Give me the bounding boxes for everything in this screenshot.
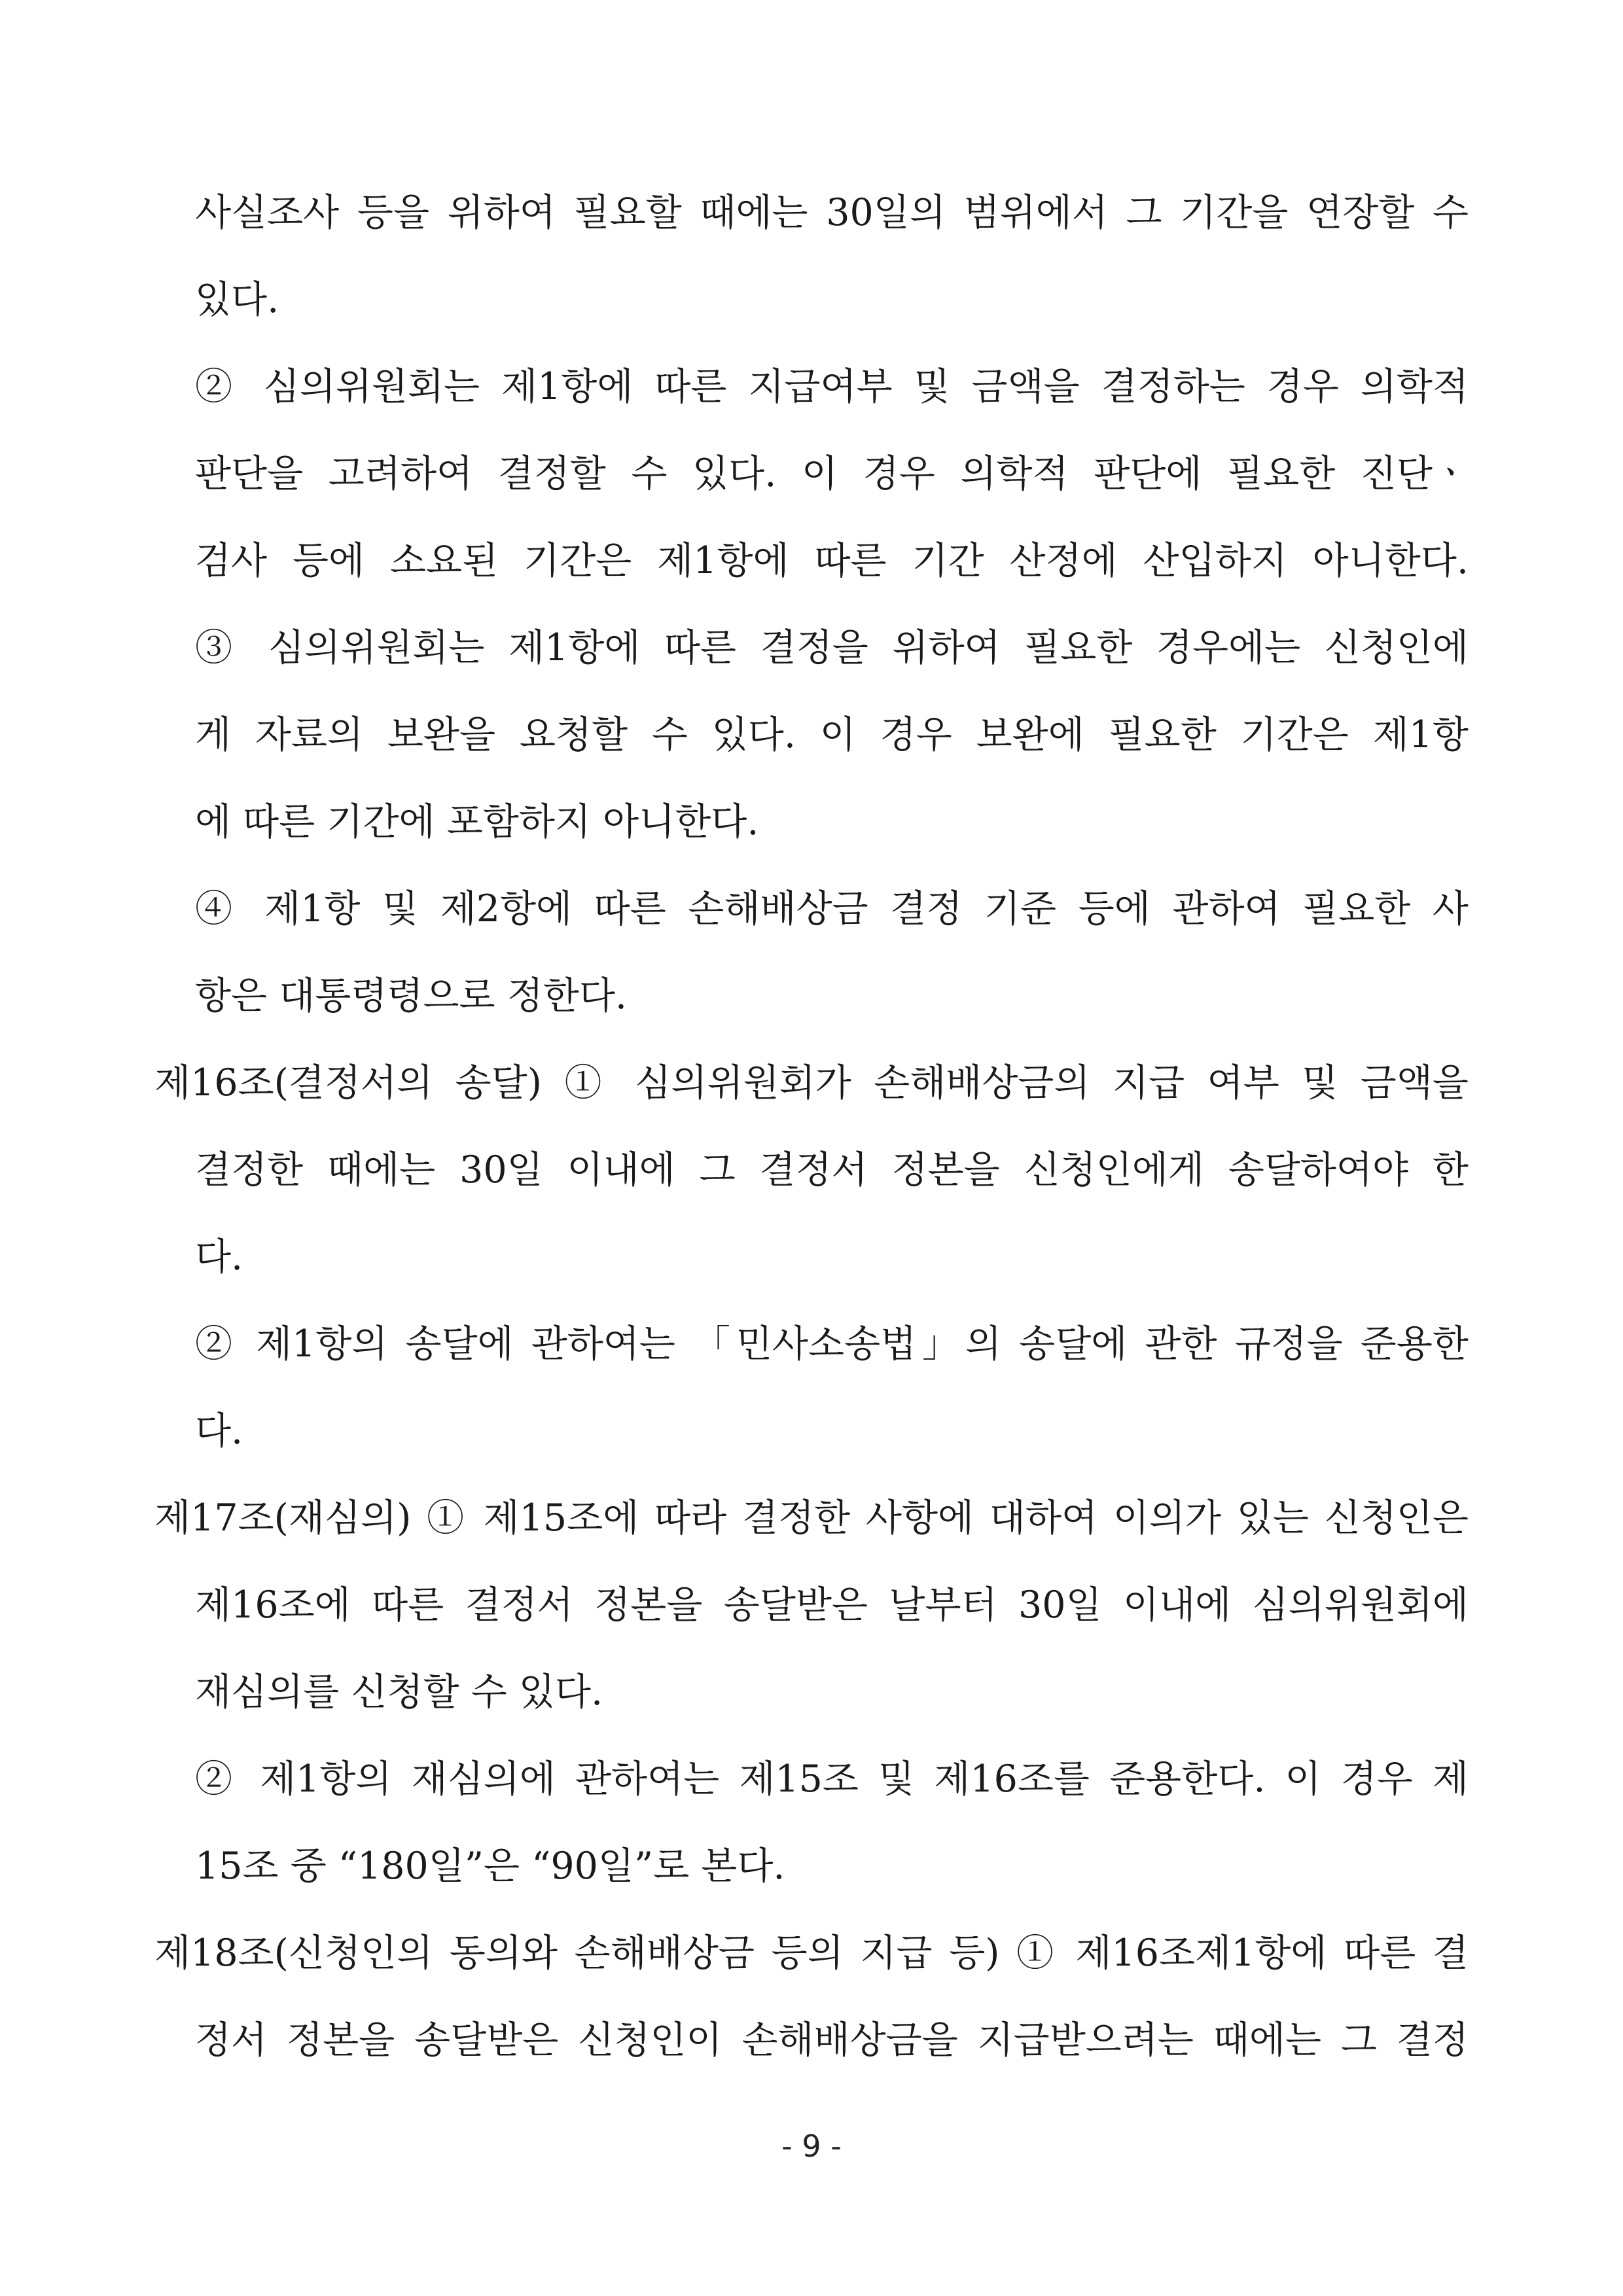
text-line: 제16조에 따른 결정서 정본을 송달받은 날부터 30일 이내에 심의위원회에	[195, 1583, 1469, 1627]
text-line: ④ 제1항 및 제2항에 따른 손해배상금 결정 기준 등에 관하여 필요한 사	[195, 887, 1469, 930]
text-line: 결정한 때에는 30일 이내에 그 결정서 정본을 신청인에게 송달하여야 한	[195, 1148, 1469, 1192]
text-line: 정서 정본을 송달받은 신청인이 손해배상금을 지급받으려는 때에는 그 결정	[195, 2019, 1469, 2062]
text-line: 있다.	[195, 278, 279, 321]
text-line: 판단을 고려하여 결정할 수 있다. 이 경우 의학적 판단에 필요한 진단ㆍ	[195, 452, 1469, 495]
text-line: ② 심의위원회는 제1항에 따른 지급여부 및 금액을 결정하는 경우 의학적	[195, 365, 1469, 408]
text-line: 항은 대통령령으로 정한다.	[195, 974, 628, 1017]
text-line: 사실조사 등을 위하여 필요할 때에는 30일의 범위에서 그 기간을 연장할 수	[195, 191, 1469, 234]
text-line: 다.	[195, 1235, 243, 1279]
text-line: 에 따른 기간에 포함하지 아니한다.	[195, 800, 759, 843]
article-heading-line: 제18조(신청인의 동의와 손해배상금 등의 지급 등) ① 제16조제1항에 따른 결	[154, 1932, 1469, 1975]
page-number: - 9 -	[781, 2128, 842, 2164]
text-line: 게 자료의 보완을 요청할 수 있다. 이 경우 보완에 필요한 기간은 제1항	[195, 713, 1469, 756]
text-line: 다.	[195, 1409, 243, 1453]
text-line: 15조 중 “180일”은 “90일”로 본다.	[195, 1845, 785, 1888]
article-heading-line: 제16조(결정서의 송달) ① 심의위원회가 손해배상금의 지급 여부 및 금액을	[154, 1061, 1469, 1104]
text-line: ② 제1항의 재심의에 관하여는 제15조 및 제16조를 준용한다. 이 경우 제	[195, 1757, 1469, 1801]
text-line: 재심의를 신청할 수 있다.	[195, 1670, 603, 1714]
text-line: ③ 심의위원회는 제1항에 따른 결정을 위하여 필요한 경우에는 신청인에	[195, 626, 1469, 669]
text-line: 검사 등에 소요된 기간은 제1항에 따른 기간 산정에 산입하지 아니한다.	[195, 539, 1469, 582]
article-heading-line: 제17조(재심의) ① 제15조에 따라 결정한 사항에 대하여 이의가 있는 신청인은	[154, 1496, 1469, 1540]
text-line: ② 제1항의 송달에 관하여는 「민사소송법」의 송달에 관한 규정을 준용한	[195, 1322, 1469, 1366]
